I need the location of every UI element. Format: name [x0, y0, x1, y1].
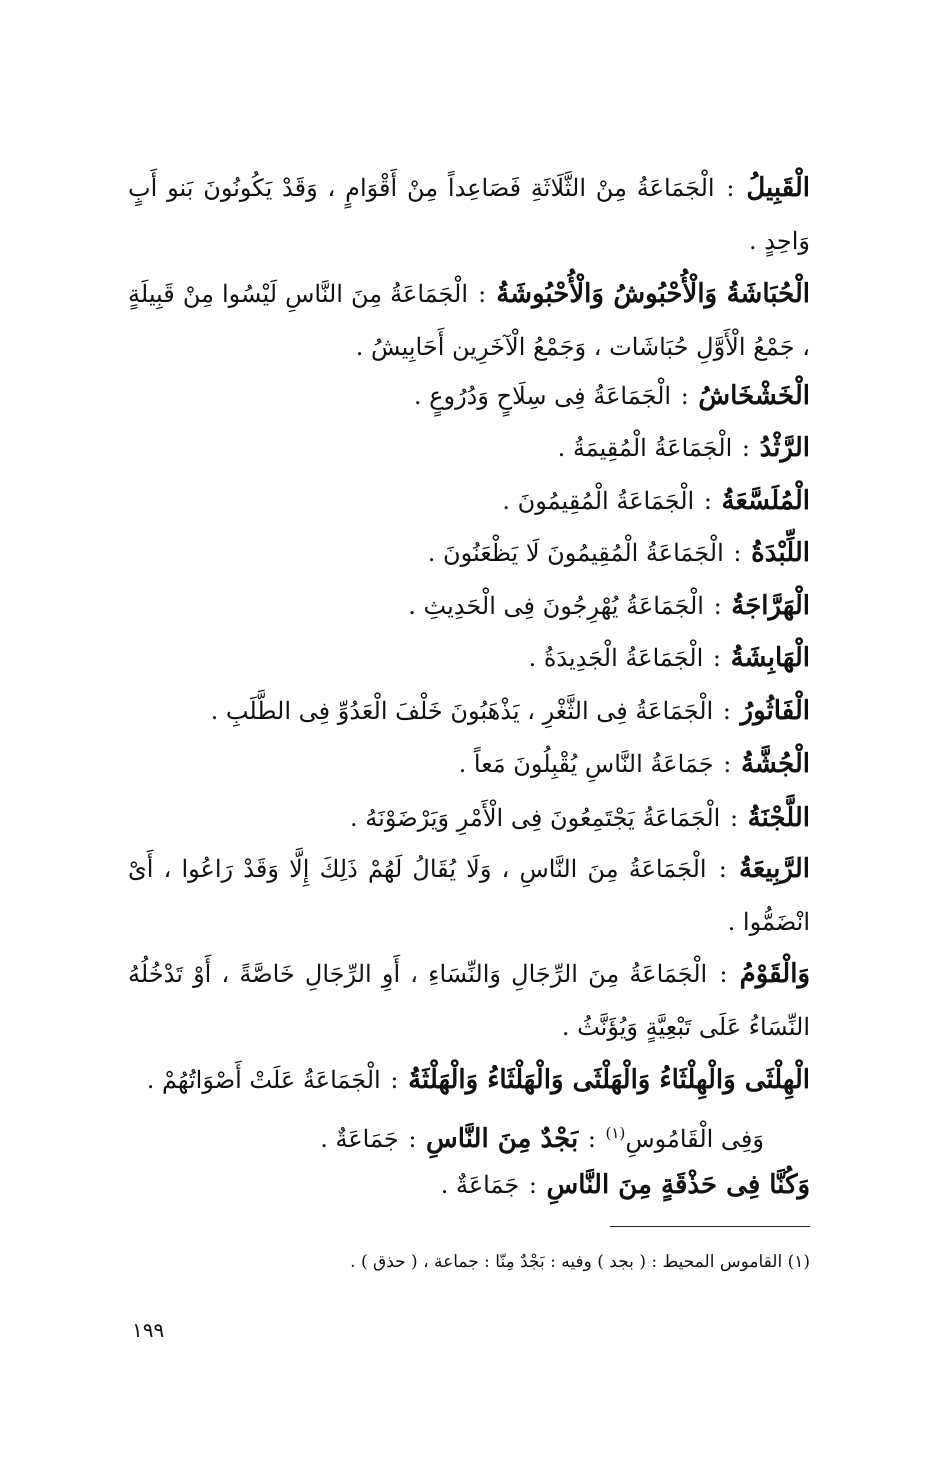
entry-definition: الْجَمَاعَةُ فِى الثَّغْرِ ، يَذْهَبُونَ خَلْفَ الْعَدُوِّ فِى الطَّلَبِ . [210, 697, 714, 725]
colon-separator: : [708, 855, 737, 883]
colon-separator: : [382, 1066, 407, 1094]
entry-fathur [128, 685, 810, 738]
qamus-term: وَكُنَّا فِى حَذْقَةٍ مِنَ النَّاسِ [546, 1170, 810, 1200]
entry-definition: جَمَاعَةُ النَّاسِ يُقْبِلُونَ مَعاً . [458, 750, 714, 778]
entry-term: وَالْقَوْمُ [739, 959, 811, 989]
colon-separator: : [470, 280, 495, 308]
entry-definition: الْجَمَاعَةُ يَجْتَمِعُونَ فِى الْأَمْرِ وَيَرْضَوْنَهُ . [350, 804, 721, 832]
entry-term: الْجُشَّةُ [740, 749, 810, 779]
entry-definition: الْجَمَاعَةُ مِنَ النَّاسِ ، وَلَا يُقَالُ لَهُمْ ذَلِكَ إِلَّا وَقَدْ رَاعُوا ، أَىْ انْضَمُّوا . [128, 855, 810, 936]
footnote-divider [610, 1226, 810, 1227]
entry-definition: الْجَمَاعَةُ مِنَ النَّاسِ لَيْسُوا مِنْ قَبِيلَةٍ ، جَمْعُ الْأَوَّلِ حُبَاشَات ، وَجَمْعُ الْآخَرِين أَحَابِيشُ . [128, 280, 810, 361]
entry-hiltha [128, 1054, 810, 1107]
entry-term: اللَّجْنَةُ [747, 803, 810, 833]
entry-lajna [128, 792, 810, 845]
entry-definition: الْجَمَاعَةُ الْمُقِيمُونَ لَا يَظْعَنُونَ . [427, 539, 724, 567]
colon-separator: : [722, 804, 746, 832]
entry-definition: الْجَمَاعَةُ الْمُقِيمَةُ . [557, 434, 733, 462]
colon-separator: : [715, 697, 739, 725]
entry-term: الْخَشْخَاشُ [698, 381, 810, 411]
colon-separator: : [734, 434, 758, 462]
entry-jushsha [128, 738, 810, 791]
entry-habisha [128, 632, 810, 685]
qamus-definition: جَمَاعَةٌ . [320, 1125, 399, 1153]
entry-rathd [128, 422, 810, 475]
entry-definition: الْجَمَاعَةُ يُهْرِجُونَ فِى الْحَدِيثِ . [408, 592, 704, 620]
entry-harraja [128, 580, 810, 633]
entry-qawm [128, 948, 810, 1054]
entry-term: الْهِلْثَى وَالْهِلْثَاءُ وَالْهَلْثَى وَالْهَلْثَاءُ وَالْهَلْثَةُ [408, 1065, 810, 1095]
colon-separator: : [521, 1171, 545, 1199]
colon-separator: : [715, 750, 739, 778]
entry-term: الْهَرَّاجَةُ [731, 591, 810, 621]
qamus-intro: وَفِى الْقَامُوسِ [625, 1125, 764, 1153]
entry-term: الرَّثْدُ [759, 433, 810, 463]
entry-term: اللِّبْدَةُ [751, 538, 810, 568]
entry-term: الْفَاثُورُ [740, 696, 810, 726]
entry-term: الْهَابِشَةُ [730, 643, 810, 673]
colon-separator: : [725, 539, 750, 567]
qamus-definition: جَمَاعَةٌ . [440, 1171, 520, 1199]
entry-term: الْمُلَسَّعَةُ [721, 486, 810, 516]
colon-separator: : [400, 1125, 425, 1153]
colon-separator: : [580, 1125, 604, 1153]
entry-libda [128, 527, 810, 580]
entry-khashkhash [128, 370, 810, 423]
entry-hubasha [128, 268, 810, 374]
entry-mulassaa [128, 475, 810, 528]
colon-separator: : [705, 644, 729, 672]
entry-qabil [128, 162, 810, 268]
entry-term: الْقَبِيلُ [746, 173, 811, 203]
entry-term: الْحُبَاشَةُ وَالْأُحْبُوشُ وَالْأُحْبُوشَةُ [496, 279, 811, 309]
qamus-line-bajd [128, 1107, 810, 1166]
colon-separator: : [716, 174, 745, 202]
entry-term: الرَّبِيعَةُ [738, 854, 810, 884]
colon-separator: : [705, 592, 730, 620]
colon-separator: : [673, 382, 697, 410]
footnote-reference: (١) [605, 1124, 626, 1142]
entry-rabia [128, 843, 810, 949]
entry-definition: الْجَمَاعَةُ عَلَتْ أَصْوَاتُهُمْ . [146, 1066, 381, 1094]
page-number: ١٩٩ [132, 1318, 165, 1342]
footnote: (١) القاموس المحيط : ( بجد ) وفيه : بَجْدٌ مِنّا : جماعة ، ( حذق ) . [350, 1252, 810, 1272]
qamus-line-hadhqa [128, 1159, 810, 1212]
colon-separator: : [709, 960, 738, 988]
entry-definition: الْجَمَاعَةُ الْمُقِيمُونَ . [502, 487, 695, 515]
qamus-term: بَجْدٌ مِنَ النَّاسِ [426, 1124, 579, 1154]
colon-separator: : [696, 487, 720, 515]
entry-definition: الْجَمَاعَةُ فِى سِلَاحٍ وَدُرُوعٍ . [413, 382, 672, 410]
entry-definition: الْجَمَاعَةُ مِنَ الرِّجَالِ وَالنِّسَاءِ ، أَوِ الرِّجَالِ خَاصَّةً ، أَوْ تَدْخُلُهُ النِّسَاءُ عَلَى تَبْعِيَّةٍ وَيُؤَنَّثُ . [128, 960, 810, 1041]
entry-definition: الْجَمَاعَةُ مِنْ الثَّلَاثَةِ فَصَاعِداً مِنْ أَقْوَامٍ ، وَقَدْ يَكُونُونَ بَنو أَبٍ وَاحِدٍ . [128, 174, 810, 255]
entry-definition: الْجَمَاعَةُ الْجَدِيدَةُ . [528, 644, 704, 672]
